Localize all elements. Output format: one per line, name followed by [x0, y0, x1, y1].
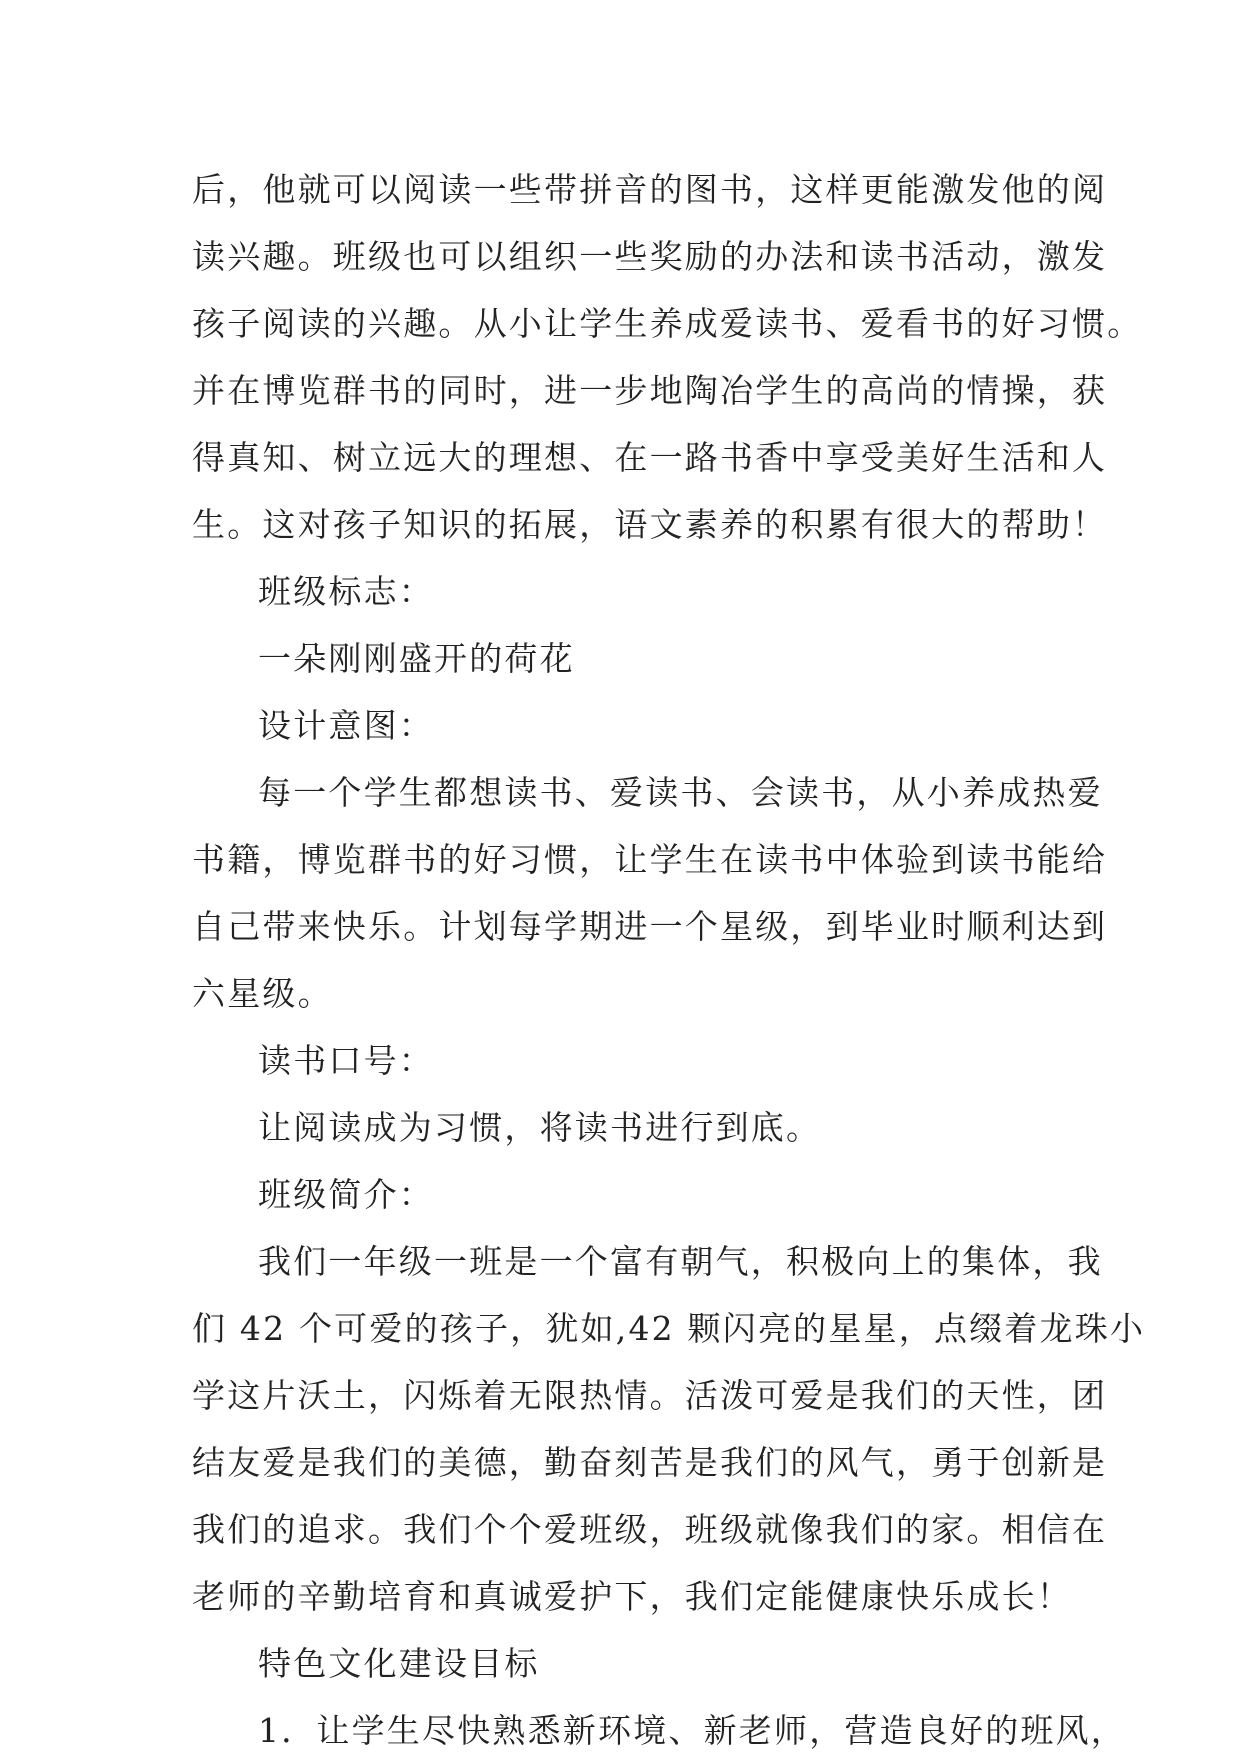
text-line: 我们的追求。我们个个爱班级，班级就像我们的家。相信在 [192, 1510, 1108, 1549]
text-line: 学这片沃土，闪烁着无限热情。活泼可爱是我们的天性，团 [192, 1376, 1108, 1415]
text-line: 我们一年级一班是一个富有朝气，积极向上的集体，我 [258, 1242, 1103, 1281]
section-heading-design-intent: 设计意图： [258, 706, 434, 745]
reading-slogan-text: 让阅读成为习惯，将读书进行到底。 [258, 1108, 822, 1147]
text-line: 六星级。 [192, 974, 333, 1013]
text-line: 每一个学生都想读书、爱读书、会读书，从小养成热爱 [258, 773, 1103, 812]
text-line: 书籍，博览群书的好习惯，让学生在读书中体验到读书能给 [192, 840, 1108, 879]
class-logo-text: 一朵刚刚盛开的荷花 [258, 639, 575, 678]
text-line: 自己带来快乐。计划每学期进一个星级，到毕业时顺利达到 [192, 907, 1108, 946]
section-heading-culture-goals: 特色文化建设目标 [258, 1644, 540, 1683]
text-line: 们 42 个可爱的孩子，犹如,42 颗闪亮的星星，点缀着龙珠小 [192, 1309, 1146, 1348]
text-line: 并在博览群书的同时，进一步地陶冶学生的高尚的情操，获 [192, 371, 1108, 410]
section-heading-reading-slogan: 读书口号： [258, 1041, 434, 1080]
text-line: 后，他就可以阅读一些带拼音的图书，这样更能激发他的阅 [192, 170, 1108, 209]
text-line: 生。这对孩子知识的拓展，语文素养的积累有很大的帮助！ [192, 505, 1108, 544]
text-line: 孩子阅读的兴趣。从小让学生养成爱读书、爱看书的好习惯。 [192, 304, 1143, 343]
text-line: 结友爱是我们的美德，勤奋刻苦是我们的风气，勇于创新是 [192, 1443, 1108, 1482]
text-line: 得真知、树立远大的理想、在一路书香中享受美好生活和人 [192, 438, 1108, 477]
numbered-item: 1．让学生尽快熟悉新环境、新老师，营造良好的班风， [258, 1711, 1126, 1750]
section-heading-class-logo: 班级标志： [258, 572, 434, 611]
text-line: 老师的辛勤培育和真诚爱护下，我们定能健康快乐成长！ [192, 1577, 1072, 1616]
section-heading-class-intro: 班级简介： [258, 1175, 434, 1214]
text-line: 读兴趣。班级也可以组织一些奖励的办法和读书活动，激发 [192, 237, 1108, 276]
document-body [192, 156, 1146, 1764]
